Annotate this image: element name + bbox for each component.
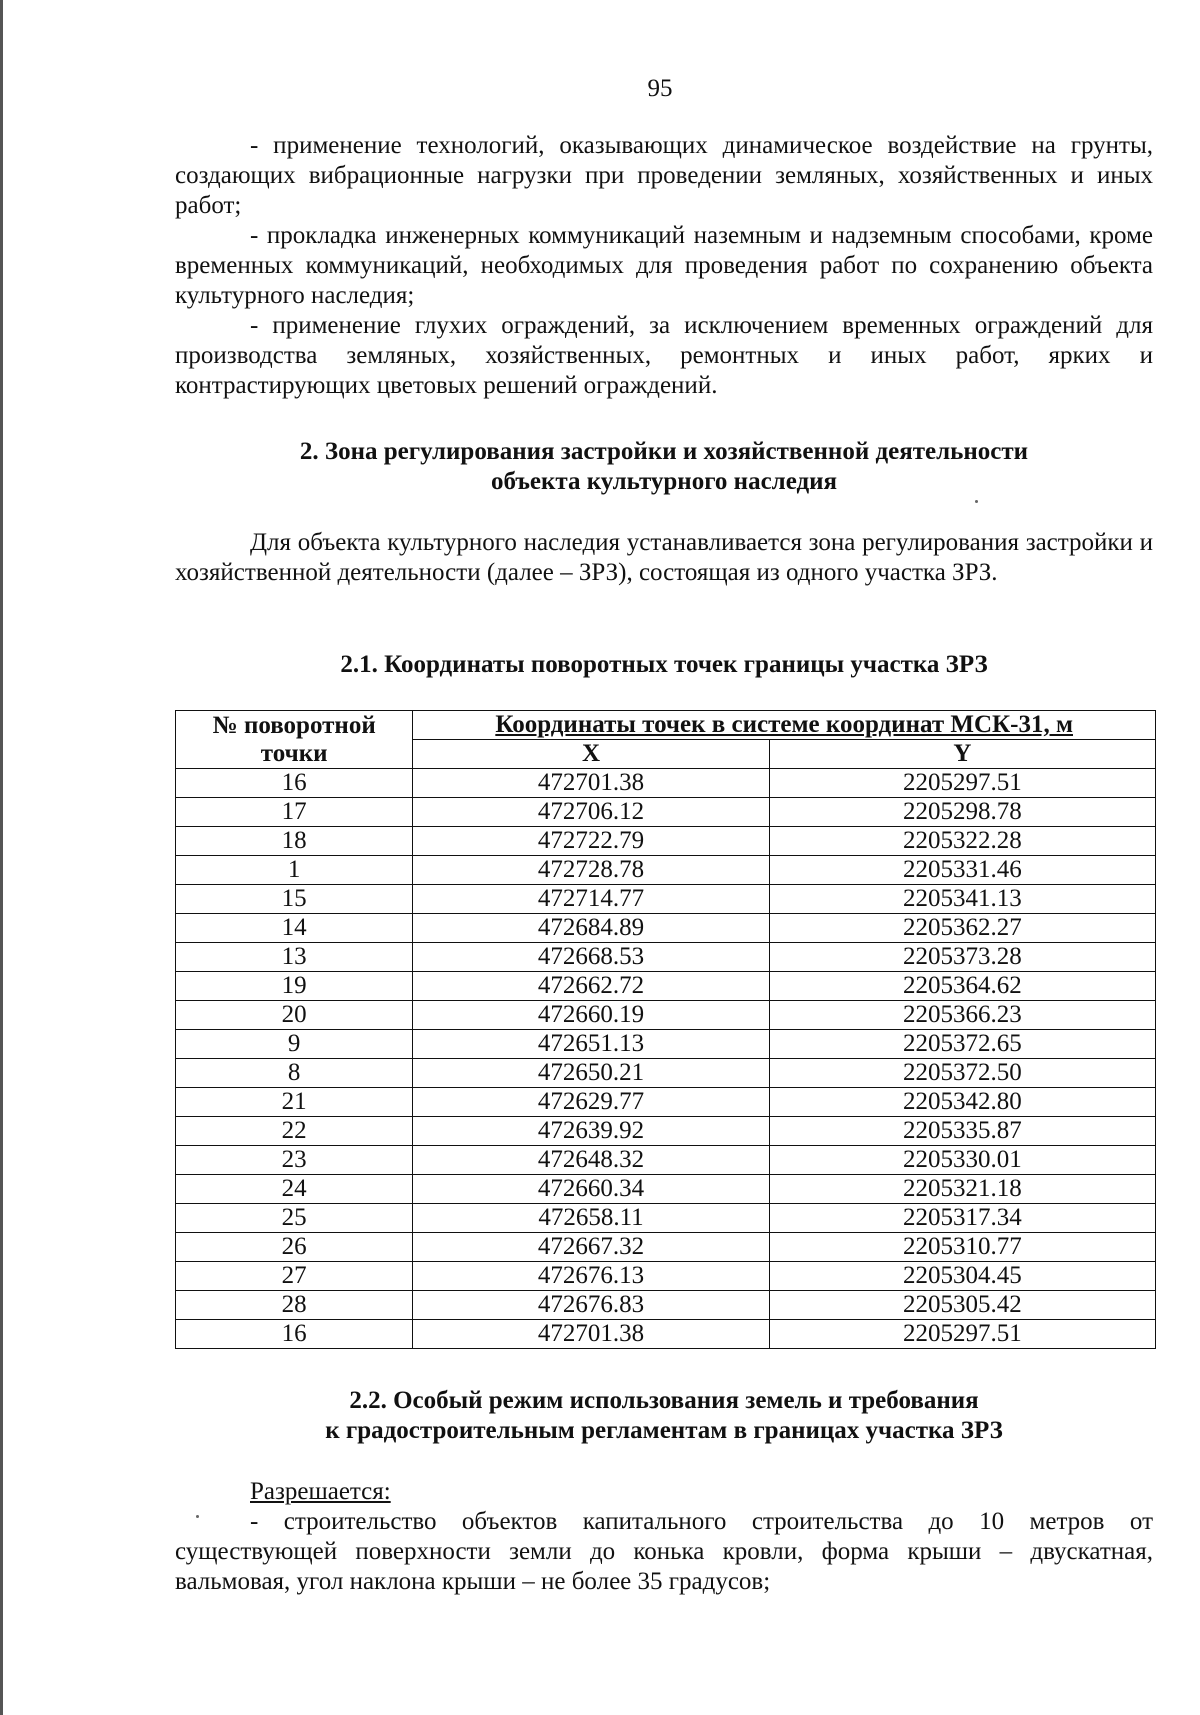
cell-x: 472668.53 <box>413 943 769 972</box>
table-row <box>176 972 1156 1001</box>
cell-x: 472701.38 <box>413 769 769 798</box>
table-row <box>176 827 1156 856</box>
table-row <box>176 1030 1156 1059</box>
scan-edge <box>0 0 3 1715</box>
allowed-item: - строительство объектов капитального строительства до 10 метров от существующей поверхности земли до конька кровли, форма крыши – двускатная, вальмовая, угол наклона крыши – не более 35 градусов; <box>175 1508 1153 1595</box>
cell-point-number: 16 <box>176 1320 413 1349</box>
cell-x: 472714.77 <box>413 885 769 914</box>
cell-y: 2205310.77 <box>769 1233 1155 1262</box>
table-row <box>176 1175 1156 1204</box>
cell-x: 472639.92 <box>413 1117 769 1146</box>
cell-x: 472651.13 <box>413 1030 769 1059</box>
cell-x: 472676.13 <box>413 1262 769 1291</box>
cell-y: 2205342.80 <box>769 1088 1155 1117</box>
cell-x: 472706.12 <box>413 798 769 827</box>
table-row <box>176 769 1156 798</box>
cell-x: 472728.78 <box>413 856 769 885</box>
cell-x: 472662.72 <box>413 972 769 1001</box>
section-2-paragraph: Для объекта культурного наследия устанавливается зона регулирования застройки и хозяйственной деятельности (далее – ЗРЗ), состоящая из одного участка ЗРЗ. <box>175 529 1153 586</box>
cell-x: 472648.32 <box>413 1146 769 1175</box>
cell-x: 472658.11 <box>413 1204 769 1233</box>
cell-x: 472676.83 <box>413 1291 769 1320</box>
table-row <box>176 1001 1156 1030</box>
cell-point-number: 24 <box>176 1175 413 1204</box>
cell-point-number: 20 <box>176 1001 413 1030</box>
cell-point-number: 22 <box>176 1117 413 1146</box>
cell-y: 2205297.51 <box>769 1320 1155 1349</box>
cell-y: 2205373.28 <box>769 943 1155 972</box>
cell-x: 472684.89 <box>413 914 769 943</box>
intro-list <box>175 131 1153 401</box>
cell-point-number: 13 <box>176 943 413 972</box>
table-row <box>176 1320 1156 1349</box>
cell-y: 2205366.23 <box>769 1001 1155 1030</box>
cell-y: 2205317.34 <box>769 1204 1155 1233</box>
cell-y: 2205331.46 <box>769 856 1155 885</box>
section-2-2-title: 2.2. Особый режим использования земель и требования к градостроительным регламентам в границах участка ЗРЗ <box>325 1387 1003 1444</box>
cell-y: 2205304.45 <box>769 1262 1155 1291</box>
cell-y: 2205321.18 <box>769 1175 1155 1204</box>
cell-y: 2205372.50 <box>769 1059 1155 1088</box>
table-row <box>176 1146 1156 1175</box>
allowed-label: Разрешается: <box>250 1478 391 1505</box>
coordinates-table <box>175 710 1156 1349</box>
cell-y: 2205305.42 <box>769 1291 1155 1320</box>
cell-point-number: 17 <box>176 798 413 827</box>
cell-point-number: 18 <box>176 827 413 856</box>
cell-point-number: 27 <box>176 1262 413 1291</box>
table-row <box>176 1088 1156 1117</box>
table-row <box>176 943 1156 972</box>
table-row <box>176 1204 1156 1233</box>
scan-speck <box>196 1515 199 1518</box>
cell-y: 2205297.51 <box>769 769 1155 798</box>
cell-point-number: 14 <box>176 914 413 943</box>
cell-point-number: 23 <box>176 1146 413 1175</box>
header-coordinates: Координаты точек в системе координат МСК-31, м <box>413 711 1156 740</box>
cell-y: 2205298.78 <box>769 798 1155 827</box>
section-2-1-title: 2.1. Координаты поворотных точек границы участка ЗРЗ <box>340 651 988 678</box>
cell-x: 472701.38 <box>413 1320 769 1349</box>
table-row <box>176 798 1156 827</box>
cell-point-number: 26 <box>176 1233 413 1262</box>
cell-x: 472650.21 <box>413 1059 769 1088</box>
cell-point-number: 1 <box>176 856 413 885</box>
coordinates-table-body <box>176 769 1156 1349</box>
intro-item: - применение технологий, оказывающих динамическое воздействие на грунты, создающих вибрационные нагрузки при проведении земляных, хозяйственных и иных работ; <box>175 132 1153 219</box>
table-row <box>176 1262 1156 1291</box>
cell-x: 472722.79 <box>413 827 769 856</box>
cell-point-number: 21 <box>176 1088 413 1117</box>
cell-point-number: 16 <box>176 769 413 798</box>
header-x: X <box>413 740 769 769</box>
cell-x: 472629.77 <box>413 1088 769 1117</box>
cell-point-number: 19 <box>176 972 413 1001</box>
page-number: 95 <box>647 75 673 102</box>
cell-point-number: 9 <box>176 1030 413 1059</box>
table-row <box>176 856 1156 885</box>
scan-speck <box>975 500 978 503</box>
section-2-body <box>175 528 1153 588</box>
cell-point-number: 28 <box>176 1291 413 1320</box>
table-row <box>176 885 1156 914</box>
cell-x: 472667.32 <box>413 1233 769 1262</box>
section-2-2-body <box>175 1477 1153 1597</box>
table-row <box>176 1291 1156 1320</box>
cell-y: 2205372.65 <box>769 1030 1155 1059</box>
table-row <box>176 914 1156 943</box>
table-row <box>176 1233 1156 1262</box>
section-2-title: 2. Зона регулирования застройки и хозяйственной деятельности объекта культурного наследия <box>299 438 1029 495</box>
cell-x: 472660.19 <box>413 1001 769 1030</box>
cell-y: 2205364.62 <box>769 972 1155 1001</box>
intro-item: - применение глухих ограждений, за исключением временных ограждений для производства земляных, хозяйственных, ремонтных и иных работ, ярких и контрастирующих цветовых решений ограждений. <box>175 312 1153 399</box>
header-y: Y <box>769 740 1155 769</box>
cell-point-number: 25 <box>176 1204 413 1233</box>
header-point-number: № поворотной точки <box>176 711 413 769</box>
cell-point-number: 8 <box>176 1059 413 1088</box>
intro-item: - прокладка инженерных коммуникаций наземным и надземным способами, кроме временных коммуникаций, необходимых для проведения работ по сохранению объекта культурного наследия; <box>175 222 1153 309</box>
table-row <box>176 1117 1156 1146</box>
cell-point-number: 15 <box>176 885 413 914</box>
table-row <box>176 1059 1156 1088</box>
cell-y: 2205322.28 <box>769 827 1155 856</box>
cell-y: 2205330.01 <box>769 1146 1155 1175</box>
cell-y: 2205341.13 <box>769 885 1155 914</box>
cell-y: 2205335.87 <box>769 1117 1155 1146</box>
cell-x: 472660.34 <box>413 1175 769 1204</box>
cell-y: 2205362.27 <box>769 914 1155 943</box>
